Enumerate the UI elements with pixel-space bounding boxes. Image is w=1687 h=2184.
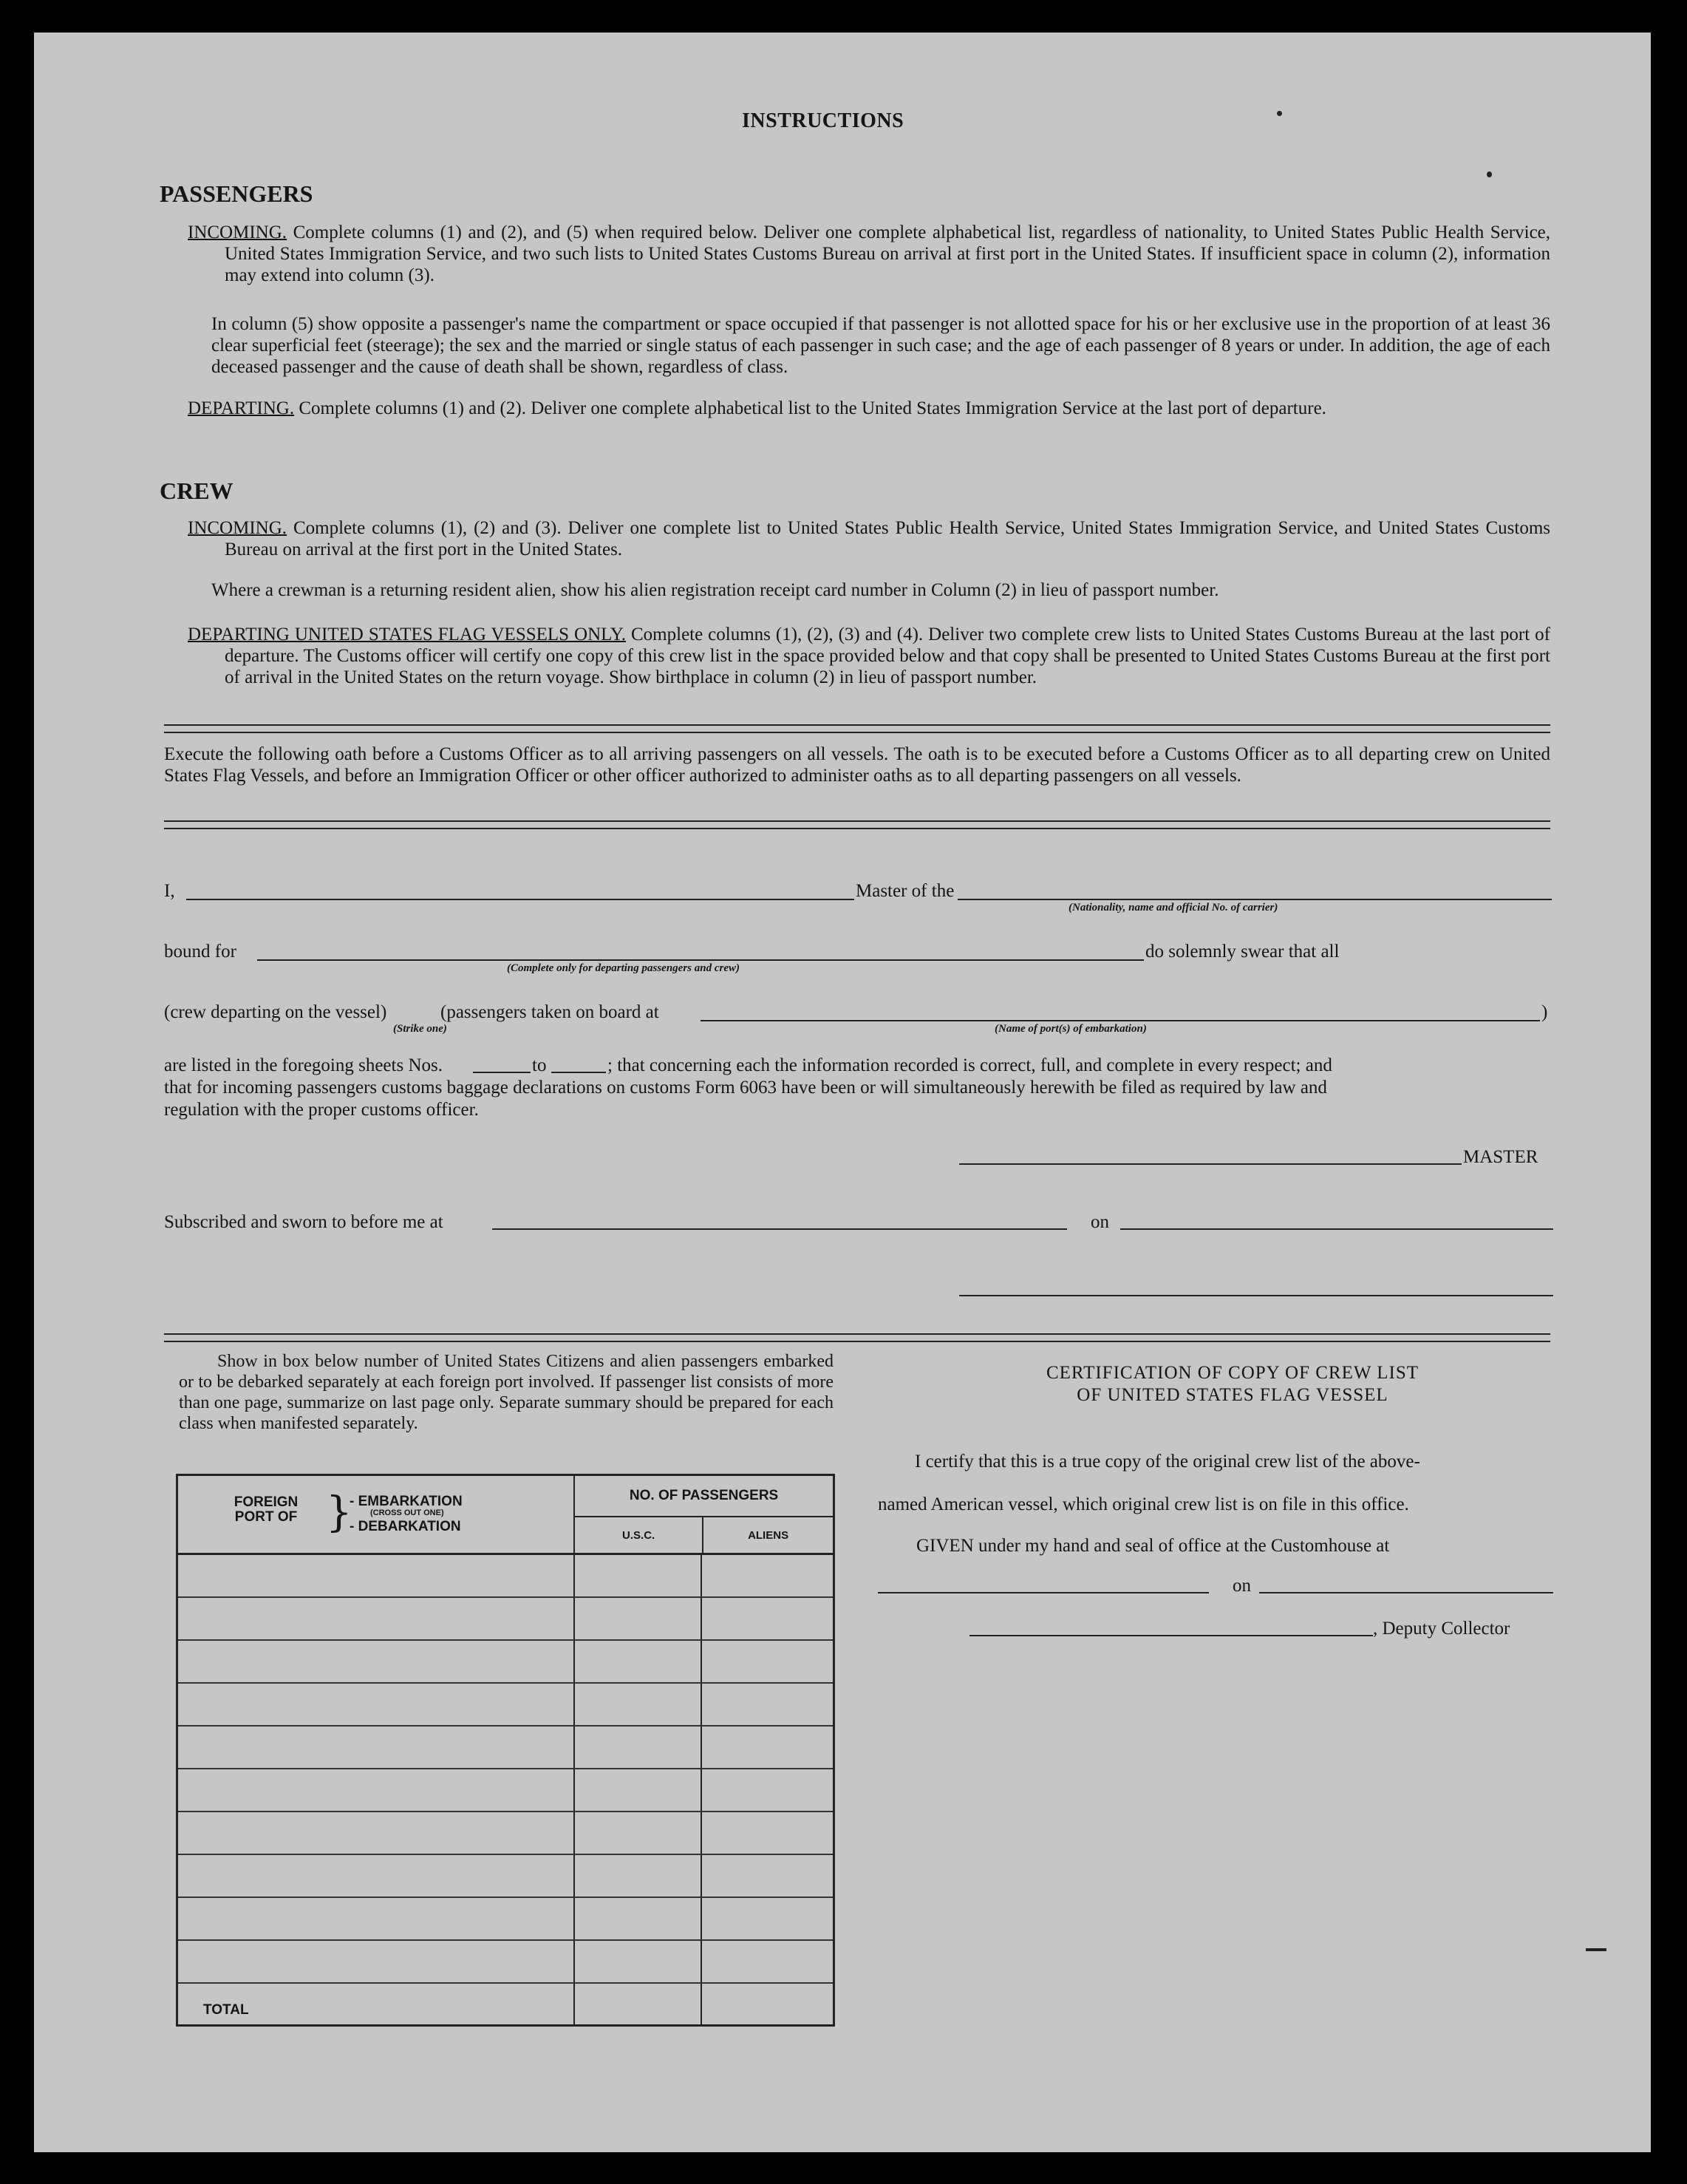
aliens-cell[interactable] (701, 1854, 834, 1897)
sheet-to-line[interactable] (551, 1072, 606, 1073)
aliens-cell[interactable] (701, 1940, 834, 1983)
usc-cell[interactable] (574, 1683, 701, 1726)
brace-icon: } (326, 1489, 352, 1537)
foreign-port-header: FOREIGN PORT OF (234, 1494, 299, 1525)
usc-cell[interactable] (574, 1726, 701, 1769)
cross-out-note: (CROSS OUT ONE) (370, 1508, 444, 1517)
total-cell (177, 1983, 575, 2026)
aliens-cell[interactable] (701, 1597, 834, 1640)
master-signature-line[interactable] (959, 1163, 1462, 1165)
crew-incoming-paragraph (188, 517, 1550, 560)
summary-row (177, 1554, 834, 1597)
summary-row (177, 1597, 834, 1640)
strike-one-note: (Strike one) (393, 1023, 447, 1035)
sheet-from-line[interactable] (473, 1072, 531, 1073)
passengers-incoming-label: INCOMING. (188, 222, 287, 242)
total-aliens-cell[interactable] (701, 1983, 834, 2026)
master-name-line[interactable] (186, 899, 854, 900)
close-paren: ) (1541, 1002, 1548, 1022)
usc-cell[interactable] (574, 1854, 701, 1897)
master-of-the-label: Master of the (856, 881, 955, 901)
ink-speck (1277, 111, 1282, 116)
no-passengers-header: NO. OF PASSENGERS (629, 1488, 779, 1503)
listed-text-3: that for incoming passengers customs baggage declarations on customs Form 6063 have been or will simultaneously herewith be filed as required by law and (164, 1078, 1327, 1098)
listed-text-1: are listed in the foregoing sheets Nos. (164, 1055, 443, 1075)
summary-row (177, 1897, 834, 1940)
passengers-departing-paragraph (188, 398, 1550, 419)
oath-i: I, (164, 881, 175, 901)
summary-row (177, 1683, 834, 1726)
deputy-collector-label: , Deputy Collector (1373, 1619, 1510, 1639)
port-cell[interactable] (177, 1812, 575, 1854)
passengers-incoming-paragraph (188, 222, 1550, 286)
aliens-cell[interactable] (701, 1726, 834, 1769)
certify-text-2: named American vessel, which original crew list is on file in this office. (878, 1494, 1409, 1514)
embarkation-port-line[interactable] (701, 1020, 1540, 1021)
passenger-summary-table (176, 1474, 835, 2027)
port-cell[interactable] (177, 1640, 575, 1683)
section-divider (164, 820, 1550, 829)
port-header-cell (177, 1475, 575, 1554)
summary-row (177, 1812, 834, 1854)
port-note: (Name of port(s) of embarkation) (995, 1023, 1147, 1035)
ink-speck (1487, 171, 1492, 177)
ink-speck (1586, 1948, 1606, 1951)
subscribed-on: on (1091, 1212, 1109, 1232)
aliens-header: ALIENS (748, 1528, 789, 1542)
crew-departing-option: (crew departing on the vessel) (164, 1002, 387, 1022)
certification-title-2: OF UNITED STATES FLAG VESSEL (1077, 1385, 1388, 1405)
officer-signature-line[interactable] (959, 1295, 1553, 1296)
port-cell[interactable] (177, 1683, 575, 1726)
summary-row (177, 1769, 834, 1812)
crew-resident-paragraph: Where a crewman is a returning resident alien, show his alien registration receipt card number in Column (2) in lieu of passport number. (211, 580, 1219, 600)
port-cell[interactable] (177, 1897, 575, 1940)
passengers-departing-text: Complete columns (1) and (2). Deliver one complete alphabetical list to the United States Immigration Service at the last port of departure. (299, 398, 1326, 418)
port-cell[interactable] (177, 1726, 575, 1769)
crew-incoming-label: INCOMING. (188, 518, 287, 538)
usc-cell[interactable] (574, 1597, 701, 1640)
crew-departing-paragraph (188, 624, 1550, 688)
listed-to: to (532, 1055, 547, 1075)
port-cell[interactable] (177, 1940, 575, 1983)
form-page (34, 33, 1651, 2152)
usc-cell[interactable] (574, 1940, 701, 1983)
crew-departing-label: DEPARTING UNITED STATES FLAG VESSELS ONLY. (188, 625, 627, 644)
swear-text: do solemnly swear that all (1145, 942, 1340, 962)
summary-row (177, 1726, 834, 1769)
certification-date-line[interactable] (1259, 1592, 1553, 1593)
usc-cell[interactable] (574, 1640, 701, 1683)
passengers-header-cell (574, 1475, 834, 1554)
port-cell[interactable] (177, 1769, 575, 1812)
crew-heading: CREW (160, 477, 234, 504)
bound-note: (Complete only for departing passengers and crew) (507, 962, 740, 974)
passengers-departing-label: DEPARTING. (188, 398, 295, 418)
aliens-cell[interactable] (701, 1640, 834, 1683)
section-divider (164, 724, 1550, 733)
debarkation-header: - DEBARKATION (350, 1519, 461, 1534)
usc-header: U.S.C. (575, 1517, 703, 1553)
aliens-cell[interactable] (701, 1554, 834, 1597)
certification-on: on (1233, 1576, 1251, 1596)
port-cell[interactable] (177, 1597, 575, 1640)
certify-text-1: I certify that this is a true copy of the original crew list of the above- (915, 1452, 1420, 1472)
passengers-taken-option: (passengers taken on board at (440, 1002, 659, 1022)
port-cell[interactable] (177, 1854, 575, 1897)
carrier-line[interactable] (958, 899, 1552, 900)
customhouse-line[interactable] (878, 1592, 1209, 1593)
port-cell[interactable] (177, 1554, 575, 1597)
aliens-cell[interactable] (701, 1683, 834, 1726)
certification-title-1: CERTIFICATION OF COPY OF CREW LIST (1046, 1363, 1420, 1383)
summary-row (177, 1940, 834, 1983)
passengers-incoming-text: Complete columns (1) and (2), and (5) when required below. Deliver one complete alphabetical list, regardless of nationality, to United States Public Health Service, United States Immigration Service, and two such lists to United States Customs Bureau on arrival at first port in the United States. If insufficient space in column (2), information may extend into column (3). (225, 222, 1551, 285)
usc-cell[interactable] (574, 1812, 701, 1854)
subscribed-text: Subscribed and sworn to before me at (164, 1212, 443, 1232)
aliens-cell[interactable] (701, 1897, 834, 1940)
embarkation-header: - EMBARKATION (350, 1494, 463, 1509)
deputy-signature-line[interactable] (969, 1635, 1373, 1636)
carrier-note: (Nationality, name and official No. of carrier) (1069, 902, 1278, 914)
page-title: INSTRUCTIONS (742, 109, 904, 132)
summary-row (177, 1640, 834, 1683)
aliens-cell[interactable] (701, 1769, 834, 1812)
total-label: TOTAL (203, 2002, 249, 2018)
given-text: GIVEN under my hand and seal of office at the Customhouse at (916, 1536, 1390, 1556)
listed-text-2: ; that concerning each the information recorded is correct, full, and complete in every respect; and (607, 1055, 1332, 1075)
subscribed-place-line[interactable] (492, 1228, 1067, 1230)
master-label: MASTER (1463, 1147, 1538, 1167)
summary-instructions: Show in box below number of United States Citizens and alien passengers embarked or to be debarked separately at each foreign port involved. If passenger list consists of more than one page, summarize on last page only. Separate summary should be prepared for each class when manifested separately. (179, 1352, 834, 1433)
aliens-cell[interactable] (701, 1812, 834, 1854)
listed-text-4: regulation with the proper customs officer. (164, 1100, 479, 1120)
bound-for-label: bound for (164, 942, 236, 962)
usc-cell[interactable] (574, 1554, 701, 1597)
passengers-heading: PASSENGERS (160, 180, 313, 207)
summary-row (177, 1854, 834, 1897)
bound-for-line[interactable] (257, 959, 1144, 961)
crew-incoming-text: Complete columns (1), (2) and (3). Deliver one complete list to United States Public Health Service, United States Immigration Service, and United States Customs Bureau on arrival at the first port in the United States. (225, 518, 1550, 559)
oath-intro: Execute the following oath before a Customs Officer as to all arriving passengers on all vessels. The oath is to be executed before a Customs Officer as to all departing crew on United States Flag Vessels, and before an Immigration Officer or other officer authorized to administer oaths as to all departing passengers on all vessels. (164, 744, 1550, 786)
subscribed-date-line[interactable] (1120, 1228, 1553, 1230)
crew-departing-text: Complete columns (1), (2), (3) and (4). Deliver two complete crew lists to United States Customs Bureau at the last port of departure. The Customs officer will certify one copy of this crew list in the space provided below and that copy shall be presented to United States Customs Bureau at the first port of arrival in the United States on the return voyage. Show birthplace in column (2) in lieu of passport number. (225, 625, 1550, 687)
section-divider (164, 1333, 1550, 1342)
passengers-column5-paragraph: In column (5) show opposite a passenger's name the compartment or space occupied if that passenger is not allotted space for his or her exclusive use in the proportion of at least 36 clear superficial feet (steerage); the sex and the married or single status of each passenger in such case; and the age of each passenger of 8 years or under. In addition, the age of each deceased passenger and the cause of death shall be shown, regardless of class. (211, 314, 1550, 377)
total-usc-cell[interactable] (574, 1983, 701, 2026)
usc-cell[interactable] (574, 1897, 701, 1940)
usc-cell[interactable] (574, 1769, 701, 1812)
